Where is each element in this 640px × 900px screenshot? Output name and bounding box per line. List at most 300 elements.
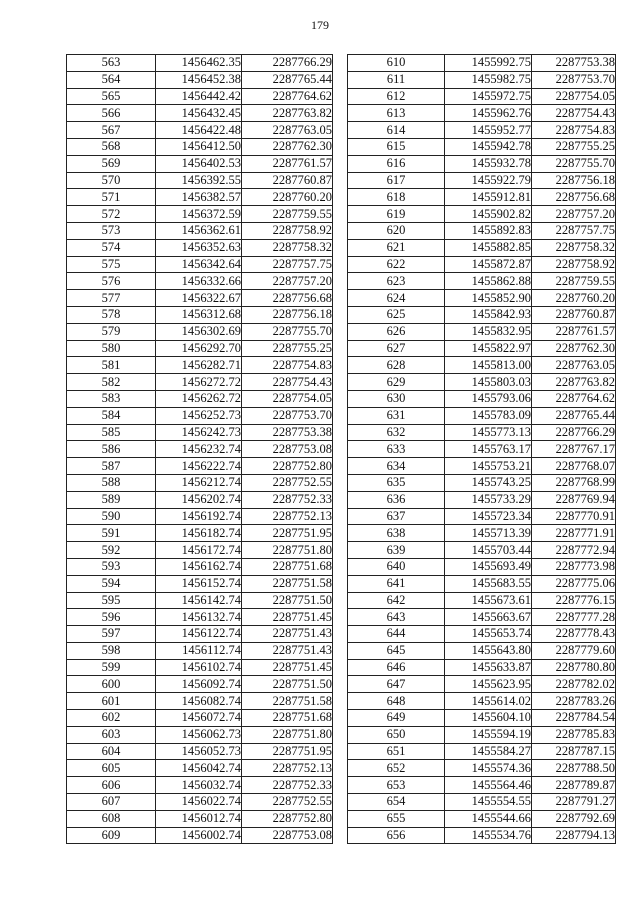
x-coordinate-cell: 1455852.90 bbox=[445, 290, 532, 307]
table-row bbox=[67, 558, 333, 575]
y-coordinate-cell: 2287753.70 bbox=[242, 407, 333, 424]
y-coordinate-cell: 2287760.87 bbox=[242, 172, 333, 189]
point-number-cell: 575 bbox=[67, 256, 156, 273]
y-coordinate-cell: 2287775.06 bbox=[532, 575, 616, 592]
y-coordinate-cell: 2287756.68 bbox=[242, 290, 333, 307]
x-coordinate-cell: 1455912.81 bbox=[445, 189, 532, 206]
x-coordinate-cell: 1455872.87 bbox=[445, 256, 532, 273]
table-row bbox=[348, 273, 616, 290]
y-coordinate-cell: 2287752.33 bbox=[242, 777, 333, 794]
table-row bbox=[67, 592, 333, 609]
table-row bbox=[348, 88, 616, 105]
x-coordinate-cell: 1455673.61 bbox=[445, 592, 532, 609]
y-coordinate-cell: 2287785.83 bbox=[532, 726, 616, 743]
table-row bbox=[67, 273, 333, 290]
table-row bbox=[348, 374, 616, 391]
x-coordinate-cell: 1456152.74 bbox=[156, 575, 242, 592]
point-number-cell: 637 bbox=[348, 508, 445, 525]
table-row bbox=[348, 508, 616, 525]
point-number-cell: 627 bbox=[348, 340, 445, 357]
table-row bbox=[348, 290, 616, 307]
y-coordinate-cell: 2287758.92 bbox=[532, 256, 616, 273]
y-coordinate-cell: 2287780.80 bbox=[532, 659, 616, 676]
point-number-cell: 574 bbox=[67, 239, 156, 256]
point-number-cell: 569 bbox=[67, 155, 156, 172]
x-coordinate-cell: 1455703.44 bbox=[445, 542, 532, 559]
point-number-cell: 582 bbox=[67, 374, 156, 391]
point-number-cell: 576 bbox=[67, 273, 156, 290]
x-coordinate-cell: 1456132.74 bbox=[156, 609, 242, 626]
table-row bbox=[67, 189, 333, 206]
y-coordinate-cell: 2287754.83 bbox=[242, 357, 333, 374]
coordinate-table-right bbox=[347, 54, 616, 844]
point-number-cell: 612 bbox=[348, 88, 445, 105]
y-coordinate-cell: 2287751.68 bbox=[242, 710, 333, 727]
point-number-cell: 640 bbox=[348, 558, 445, 575]
y-coordinate-cell: 2287752.55 bbox=[242, 474, 333, 491]
x-coordinate-cell: 1455623.95 bbox=[445, 676, 532, 693]
x-coordinate-cell: 1456452.38 bbox=[156, 71, 242, 88]
y-coordinate-cell: 2287757.20 bbox=[242, 273, 333, 290]
y-coordinate-cell: 2287751.45 bbox=[242, 659, 333, 676]
y-coordinate-cell: 2287752.13 bbox=[242, 508, 333, 525]
point-number-cell: 594 bbox=[67, 575, 156, 592]
point-number-cell: 578 bbox=[67, 306, 156, 323]
x-coordinate-cell: 1455723.34 bbox=[445, 508, 532, 525]
point-number-cell: 638 bbox=[348, 525, 445, 542]
point-number-cell: 563 bbox=[67, 55, 156, 72]
table-row bbox=[348, 659, 616, 676]
y-coordinate-cell: 2287763.05 bbox=[242, 122, 333, 139]
table-row bbox=[348, 323, 616, 340]
table-row bbox=[348, 55, 616, 72]
y-coordinate-cell: 2287752.55 bbox=[242, 794, 333, 811]
point-number-cell: 571 bbox=[67, 189, 156, 206]
point-number-cell: 618 bbox=[348, 189, 445, 206]
y-coordinate-cell: 2287765.44 bbox=[242, 71, 333, 88]
point-number-cell: 623 bbox=[348, 273, 445, 290]
table-row bbox=[67, 222, 333, 239]
x-coordinate-cell: 1455584.27 bbox=[445, 743, 532, 760]
table-row bbox=[67, 206, 333, 223]
point-number-cell: 592 bbox=[67, 542, 156, 559]
x-coordinate-cell: 1456112.74 bbox=[156, 642, 242, 659]
table-row bbox=[67, 239, 333, 256]
table-row bbox=[67, 777, 333, 794]
table-row bbox=[348, 222, 616, 239]
y-coordinate-cell: 2287751.58 bbox=[242, 693, 333, 710]
point-number-cell: 615 bbox=[348, 138, 445, 155]
y-coordinate-cell: 2287751.45 bbox=[242, 609, 333, 626]
table-row bbox=[67, 290, 333, 307]
table-row bbox=[348, 676, 616, 693]
x-coordinate-cell: 1455544.66 bbox=[445, 810, 532, 827]
x-coordinate-cell: 1456102.74 bbox=[156, 659, 242, 676]
x-coordinate-cell: 1455862.88 bbox=[445, 273, 532, 290]
y-coordinate-cell: 2287768.99 bbox=[532, 474, 616, 491]
x-coordinate-cell: 1455982.75 bbox=[445, 71, 532, 88]
x-coordinate-cell: 1456282.71 bbox=[156, 357, 242, 374]
point-number-cell: 642 bbox=[348, 592, 445, 609]
y-coordinate-cell: 2287751.68 bbox=[242, 558, 333, 575]
point-number-cell: 650 bbox=[348, 726, 445, 743]
point-number-cell: 586 bbox=[67, 441, 156, 458]
y-coordinate-cell: 2287758.92 bbox=[242, 222, 333, 239]
y-coordinate-cell: 2287778.43 bbox=[532, 626, 616, 643]
point-number-cell: 596 bbox=[67, 609, 156, 626]
table-row bbox=[67, 710, 333, 727]
table-row bbox=[67, 323, 333, 340]
table-row bbox=[348, 390, 616, 407]
y-coordinate-cell: 2287788.50 bbox=[532, 760, 616, 777]
table-row bbox=[348, 172, 616, 189]
point-number-cell: 649 bbox=[348, 710, 445, 727]
point-number-cell: 597 bbox=[67, 626, 156, 643]
table-row bbox=[348, 206, 616, 223]
point-number-cell: 617 bbox=[348, 172, 445, 189]
table-row bbox=[348, 525, 616, 542]
x-coordinate-cell: 1455763.17 bbox=[445, 441, 532, 458]
x-coordinate-cell: 1455932.78 bbox=[445, 155, 532, 172]
y-coordinate-cell: 2287789.87 bbox=[532, 777, 616, 794]
table-row bbox=[67, 256, 333, 273]
x-coordinate-cell: 1456302.69 bbox=[156, 323, 242, 340]
x-coordinate-cell: 1456162.74 bbox=[156, 558, 242, 575]
point-number-cell: 567 bbox=[67, 122, 156, 139]
x-coordinate-cell: 1456002.74 bbox=[156, 827, 242, 844]
y-coordinate-cell: 2287751.80 bbox=[242, 542, 333, 559]
table-row bbox=[348, 726, 616, 743]
point-number-cell: 585 bbox=[67, 424, 156, 441]
x-coordinate-cell: 1456192.74 bbox=[156, 508, 242, 525]
coordinate-table-left bbox=[66, 54, 333, 844]
table-row bbox=[67, 138, 333, 155]
point-number-cell: 624 bbox=[348, 290, 445, 307]
point-number-cell: 587 bbox=[67, 458, 156, 475]
x-coordinate-cell: 1455614.02 bbox=[445, 693, 532, 710]
y-coordinate-cell: 2287753.08 bbox=[242, 441, 333, 458]
table-row bbox=[348, 558, 616, 575]
y-coordinate-cell: 2287757.20 bbox=[532, 206, 616, 223]
x-coordinate-cell: 1455633.87 bbox=[445, 659, 532, 676]
x-coordinate-cell: 1456092.74 bbox=[156, 676, 242, 693]
point-number-cell: 635 bbox=[348, 474, 445, 491]
table-row bbox=[67, 407, 333, 424]
y-coordinate-cell: 2287751.58 bbox=[242, 575, 333, 592]
y-coordinate-cell: 2287764.62 bbox=[242, 88, 333, 105]
point-number-cell: 630 bbox=[348, 390, 445, 407]
x-coordinate-cell: 1456412.50 bbox=[156, 138, 242, 155]
y-coordinate-cell: 2287751.43 bbox=[242, 626, 333, 643]
y-coordinate-cell: 2287766.29 bbox=[242, 55, 333, 72]
point-number-cell: 636 bbox=[348, 491, 445, 508]
table-row bbox=[67, 155, 333, 172]
y-coordinate-cell: 2287771.91 bbox=[532, 525, 616, 542]
table-row bbox=[67, 474, 333, 491]
table-row bbox=[348, 256, 616, 273]
table-row bbox=[67, 642, 333, 659]
point-number-cell: 609 bbox=[67, 827, 156, 844]
table-row bbox=[348, 542, 616, 559]
point-number-cell: 645 bbox=[348, 642, 445, 659]
y-coordinate-cell: 2287764.62 bbox=[532, 390, 616, 407]
point-number-cell: 583 bbox=[67, 390, 156, 407]
table-row bbox=[348, 71, 616, 88]
x-coordinate-cell: 1456262.72 bbox=[156, 390, 242, 407]
x-coordinate-cell: 1455713.39 bbox=[445, 525, 532, 542]
x-coordinate-cell: 1455813.00 bbox=[445, 357, 532, 374]
x-coordinate-cell: 1455643.80 bbox=[445, 642, 532, 659]
table-row bbox=[67, 760, 333, 777]
point-number-cell: 610 bbox=[348, 55, 445, 72]
table-row bbox=[348, 474, 616, 491]
point-number-cell: 614 bbox=[348, 122, 445, 139]
table-row bbox=[348, 189, 616, 206]
y-coordinate-cell: 2287762.30 bbox=[532, 340, 616, 357]
table-row bbox=[348, 491, 616, 508]
x-coordinate-cell: 1455663.67 bbox=[445, 609, 532, 626]
point-number-cell: 568 bbox=[67, 138, 156, 155]
y-coordinate-cell: 2287763.82 bbox=[532, 374, 616, 391]
point-number-cell: 639 bbox=[348, 542, 445, 559]
x-coordinate-cell: 1455952.77 bbox=[445, 122, 532, 139]
point-number-cell: 656 bbox=[348, 827, 445, 844]
table-row bbox=[67, 88, 333, 105]
x-coordinate-cell: 1456212.74 bbox=[156, 474, 242, 491]
table-row bbox=[348, 743, 616, 760]
x-coordinate-cell: 1456082.74 bbox=[156, 693, 242, 710]
table-row bbox=[348, 239, 616, 256]
x-coordinate-cell: 1455783.09 bbox=[445, 407, 532, 424]
y-coordinate-cell: 2287792.69 bbox=[532, 810, 616, 827]
table-row bbox=[348, 642, 616, 659]
x-coordinate-cell: 1455653.74 bbox=[445, 626, 532, 643]
y-coordinate-cell: 2287754.43 bbox=[242, 374, 333, 391]
x-coordinate-cell: 1456392.55 bbox=[156, 172, 242, 189]
table-row bbox=[348, 138, 616, 155]
y-coordinate-cell: 2287759.55 bbox=[532, 273, 616, 290]
point-number-cell: 625 bbox=[348, 306, 445, 323]
y-coordinate-cell: 2287752.13 bbox=[242, 760, 333, 777]
y-coordinate-cell: 2287783.26 bbox=[532, 693, 616, 710]
table-row bbox=[67, 458, 333, 475]
x-coordinate-cell: 1456442.42 bbox=[156, 88, 242, 105]
table-row bbox=[67, 794, 333, 811]
point-number-cell: 570 bbox=[67, 172, 156, 189]
table-row bbox=[348, 122, 616, 139]
y-coordinate-cell: 2287763.05 bbox=[532, 357, 616, 374]
x-coordinate-cell: 1456062.73 bbox=[156, 726, 242, 743]
y-coordinate-cell: 2287751.80 bbox=[242, 726, 333, 743]
y-coordinate-cell: 2287751.43 bbox=[242, 642, 333, 659]
y-coordinate-cell: 2287772.94 bbox=[532, 542, 616, 559]
point-number-cell: 595 bbox=[67, 592, 156, 609]
point-number-cell: 634 bbox=[348, 458, 445, 475]
table-row bbox=[67, 71, 333, 88]
point-number-cell: 629 bbox=[348, 374, 445, 391]
table-row bbox=[67, 693, 333, 710]
y-coordinate-cell: 2287754.05 bbox=[242, 390, 333, 407]
x-coordinate-cell: 1456422.48 bbox=[156, 122, 242, 139]
table-row bbox=[67, 491, 333, 508]
point-number-cell: 646 bbox=[348, 659, 445, 676]
x-coordinate-cell: 1455832.95 bbox=[445, 323, 532, 340]
point-number-cell: 606 bbox=[67, 777, 156, 794]
coordinate-table-body bbox=[348, 55, 616, 844]
x-coordinate-cell: 1455773.13 bbox=[445, 424, 532, 441]
point-number-cell: 604 bbox=[67, 743, 156, 760]
x-coordinate-cell: 1456052.73 bbox=[156, 743, 242, 760]
y-coordinate-cell: 2287761.57 bbox=[242, 155, 333, 172]
y-coordinate-cell: 2287791.27 bbox=[532, 794, 616, 811]
y-coordinate-cell: 2287776.15 bbox=[532, 592, 616, 609]
y-coordinate-cell: 2287752.80 bbox=[242, 458, 333, 475]
x-coordinate-cell: 1455992.75 bbox=[445, 55, 532, 72]
table-row bbox=[67, 743, 333, 760]
point-number-cell: 572 bbox=[67, 206, 156, 223]
x-coordinate-cell: 1456012.74 bbox=[156, 810, 242, 827]
y-coordinate-cell: 2287756.68 bbox=[532, 189, 616, 206]
table-row bbox=[348, 827, 616, 844]
point-number-cell: 593 bbox=[67, 558, 156, 575]
y-coordinate-cell: 2287765.44 bbox=[532, 407, 616, 424]
x-coordinate-cell: 1455534.76 bbox=[445, 827, 532, 844]
point-number-cell: 622 bbox=[348, 256, 445, 273]
x-coordinate-cell: 1455693.49 bbox=[445, 558, 532, 575]
point-number-cell: 653 bbox=[348, 777, 445, 794]
x-coordinate-cell: 1455882.85 bbox=[445, 239, 532, 256]
point-number-cell: 631 bbox=[348, 407, 445, 424]
x-coordinate-cell: 1456042.74 bbox=[156, 760, 242, 777]
x-coordinate-cell: 1456292.70 bbox=[156, 340, 242, 357]
table-row bbox=[67, 676, 333, 693]
x-coordinate-cell: 1456462.35 bbox=[156, 55, 242, 72]
point-number-cell: 654 bbox=[348, 794, 445, 811]
table-row bbox=[348, 407, 616, 424]
table-row bbox=[348, 306, 616, 323]
x-coordinate-cell: 1456072.74 bbox=[156, 710, 242, 727]
table-row bbox=[67, 122, 333, 139]
table-row bbox=[348, 592, 616, 609]
coordinate-table-body bbox=[67, 55, 333, 844]
y-coordinate-cell: 2287766.29 bbox=[532, 424, 616, 441]
table-row bbox=[348, 340, 616, 357]
x-coordinate-cell: 1455743.25 bbox=[445, 474, 532, 491]
table-row bbox=[67, 424, 333, 441]
point-number-cell: 611 bbox=[348, 71, 445, 88]
point-number-cell: 607 bbox=[67, 794, 156, 811]
x-coordinate-cell: 1455574.36 bbox=[445, 760, 532, 777]
point-number-cell: 648 bbox=[348, 693, 445, 710]
table-row bbox=[67, 55, 333, 72]
x-coordinate-cell: 1456402.53 bbox=[156, 155, 242, 172]
y-coordinate-cell: 2287753.38 bbox=[532, 55, 616, 72]
table-row bbox=[67, 306, 333, 323]
table-row bbox=[67, 626, 333, 643]
point-number-cell: 605 bbox=[67, 760, 156, 777]
table-row bbox=[348, 710, 616, 727]
table-row bbox=[348, 794, 616, 811]
x-coordinate-cell: 1455922.79 bbox=[445, 172, 532, 189]
point-number-cell: 598 bbox=[67, 642, 156, 659]
point-number-cell: 643 bbox=[348, 609, 445, 626]
x-coordinate-cell: 1455564.46 bbox=[445, 777, 532, 794]
point-number-cell: 566 bbox=[67, 105, 156, 122]
y-coordinate-cell: 2287758.32 bbox=[242, 239, 333, 256]
table-row bbox=[67, 542, 333, 559]
y-coordinate-cell: 2287754.05 bbox=[532, 88, 616, 105]
x-coordinate-cell: 1456362.61 bbox=[156, 222, 242, 239]
y-coordinate-cell: 2287755.70 bbox=[532, 155, 616, 172]
y-coordinate-cell: 2287794.13 bbox=[532, 827, 616, 844]
y-coordinate-cell: 2287754.83 bbox=[532, 122, 616, 139]
point-number-cell: 641 bbox=[348, 575, 445, 592]
table-row bbox=[348, 777, 616, 794]
x-coordinate-cell: 1456172.74 bbox=[156, 542, 242, 559]
point-number-cell: 619 bbox=[348, 206, 445, 223]
table-row bbox=[67, 827, 333, 844]
point-number-cell: 584 bbox=[67, 407, 156, 424]
x-coordinate-cell: 1456332.66 bbox=[156, 273, 242, 290]
table-row bbox=[348, 810, 616, 827]
y-coordinate-cell: 2287760.20 bbox=[532, 290, 616, 307]
x-coordinate-cell: 1456372.59 bbox=[156, 206, 242, 223]
y-coordinate-cell: 2287758.32 bbox=[532, 239, 616, 256]
x-coordinate-cell: 1455733.29 bbox=[445, 491, 532, 508]
x-coordinate-cell: 1456242.73 bbox=[156, 424, 242, 441]
y-coordinate-cell: 2287773.98 bbox=[532, 558, 616, 575]
x-coordinate-cell: 1455793.06 bbox=[445, 390, 532, 407]
table-row bbox=[67, 659, 333, 676]
x-coordinate-cell: 1456432.45 bbox=[156, 105, 242, 122]
x-coordinate-cell: 1456032.74 bbox=[156, 777, 242, 794]
y-coordinate-cell: 2287751.95 bbox=[242, 525, 333, 542]
x-coordinate-cell: 1455604.10 bbox=[445, 710, 532, 727]
table-row bbox=[67, 508, 333, 525]
point-number-cell: 573 bbox=[67, 222, 156, 239]
point-number-cell: 620 bbox=[348, 222, 445, 239]
x-coordinate-cell: 1456342.64 bbox=[156, 256, 242, 273]
point-number-cell: 600 bbox=[67, 676, 156, 693]
y-coordinate-cell: 2287787.15 bbox=[532, 743, 616, 760]
table-row bbox=[67, 810, 333, 827]
x-coordinate-cell: 1455902.82 bbox=[445, 206, 532, 223]
point-number-cell: 633 bbox=[348, 441, 445, 458]
x-coordinate-cell: 1455822.97 bbox=[445, 340, 532, 357]
point-number-cell: 601 bbox=[67, 693, 156, 710]
x-coordinate-cell: 1456272.72 bbox=[156, 374, 242, 391]
point-number-cell: 644 bbox=[348, 626, 445, 643]
x-coordinate-cell: 1455842.93 bbox=[445, 306, 532, 323]
y-coordinate-cell: 2287767.17 bbox=[532, 441, 616, 458]
x-coordinate-cell: 1455554.55 bbox=[445, 794, 532, 811]
point-number-cell: 581 bbox=[67, 357, 156, 374]
x-coordinate-cell: 1455942.78 bbox=[445, 138, 532, 155]
y-coordinate-cell: 2287770.91 bbox=[532, 508, 616, 525]
point-number-cell: 589 bbox=[67, 491, 156, 508]
point-number-cell: 590 bbox=[67, 508, 156, 525]
y-coordinate-cell: 2287756.18 bbox=[532, 172, 616, 189]
point-number-cell: 613 bbox=[348, 105, 445, 122]
y-coordinate-cell: 2287759.55 bbox=[242, 206, 333, 223]
y-coordinate-cell: 2287777.28 bbox=[532, 609, 616, 626]
point-number-cell: 651 bbox=[348, 743, 445, 760]
y-coordinate-cell: 2287757.75 bbox=[532, 222, 616, 239]
x-coordinate-cell: 1456122.74 bbox=[156, 626, 242, 643]
point-number-cell: 564 bbox=[67, 71, 156, 88]
y-coordinate-cell: 2287762.30 bbox=[242, 138, 333, 155]
point-number-cell: 602 bbox=[67, 710, 156, 727]
